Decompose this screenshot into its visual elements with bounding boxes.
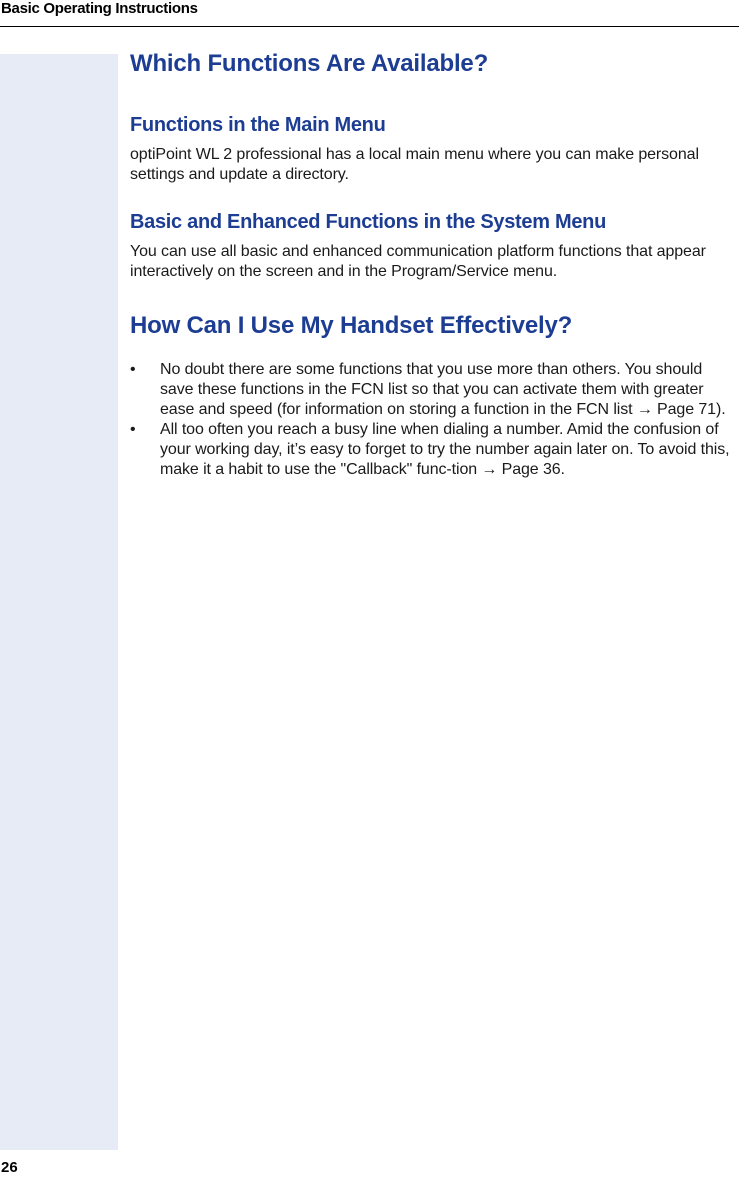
list-item [130, 360, 736, 420]
list-item-text: No doubt there are some functions that you use more than others. You should save these functions in the FCN list so that you can activate them with greater ease and speed (for information on storing a function in the FCN list → Page 71). [160, 361, 726, 418]
page-number: 26 [1, 1159, 18, 1176]
running-head-title: Basic Operating Instructions [1, 0, 198, 17]
tips-list [130, 360, 736, 480]
bullet-icon: • [130, 421, 136, 438]
paragraph-main-menu: optiPoint WL 2 professional has a local main menu where you can make personal settings and update a directory. [130, 146, 699, 183]
margin-column [0, 54, 118, 1150]
heading-main-menu: Functions in the Main Menu [130, 114, 386, 136]
heading-system-menu: Basic and Enhanced Functions in the System Menu [130, 211, 606, 233]
paragraph-system-menu: You can use all basic and enhanced communication platform functions that appear interactively on the screen and in the Program/Service menu. [130, 243, 706, 280]
bullet-icon: • [130, 361, 136, 378]
section-title-effective: How Can I Use My Handset Effectively? [130, 312, 573, 339]
section-title-functions: Which Functions Are Available? [130, 50, 489, 77]
list-item [130, 420, 736, 480]
page-content [130, 48, 736, 480]
list-item-text: All too often you reach a busy line when dialing a number. Amid the confusion of your working day, it’s easy to forget to try the number again later on. To avoid this, make it a habit to use the "Callback" func-tion → Page 36. [160, 421, 730, 478]
running-head [0, 0, 739, 27]
